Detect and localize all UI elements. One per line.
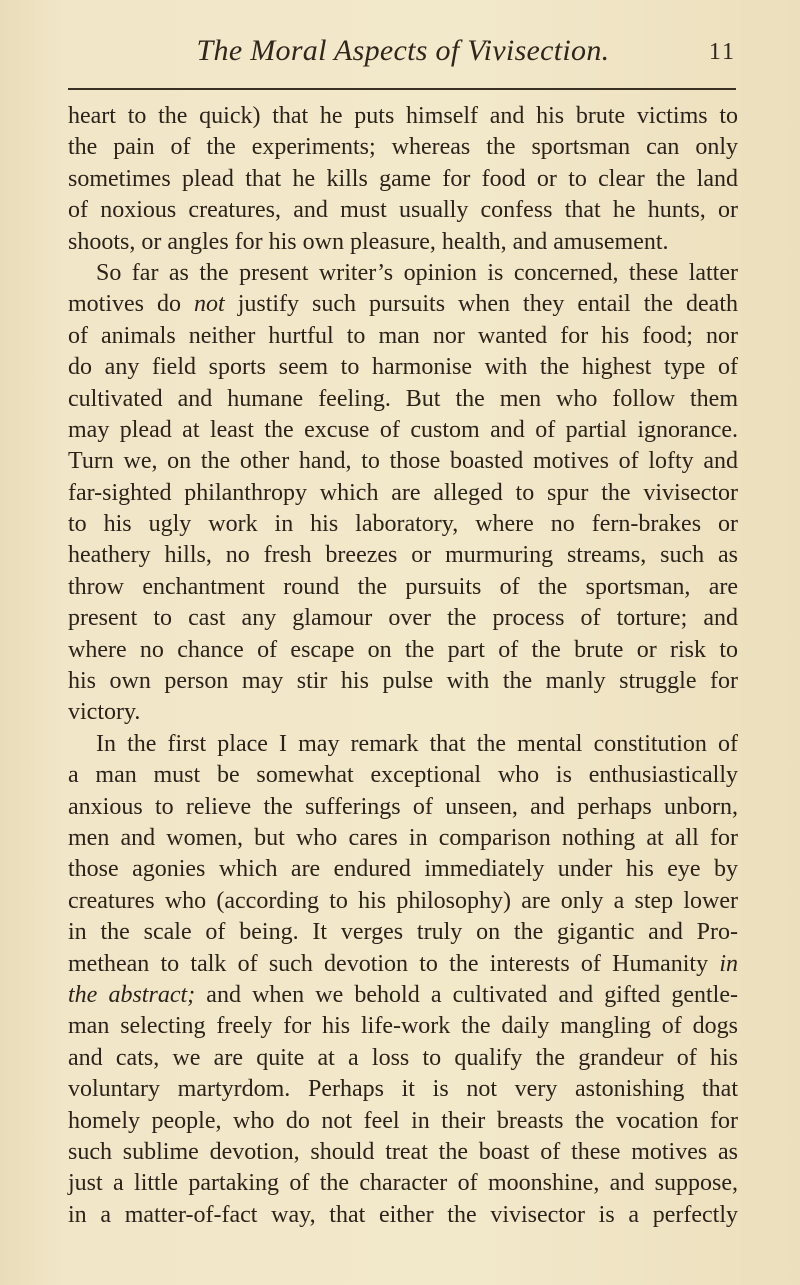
text-line: to his ugly work in his laboratory, where no fern-brakes or [68,511,738,538]
text-line: sometimes plead that he kills game for food or to clear the land [68,165,738,192]
text-line: of animals neither hurtful to man nor wanted for his food; nor [68,322,738,349]
text-line: homely people, who do not feel in their breasts the vocation for [68,1107,738,1134]
text-line: heathery hills, no fresh breezes or murmuring streams, such as [68,542,738,569]
text-line: in a matter-of-fact way, that either the vivisector is a perfectly [68,1201,738,1228]
text-line: such sublime devotion, should treat the boast of these motives as [68,1138,738,1165]
text-fragment: and when we behold a cultivated and gifted gentle- [195,981,738,1008]
text-line: shoots, or angles for his own pleasure, health, and amusement. [68,228,669,255]
header-rule [68,88,736,90]
italic-emphasis: not [194,291,225,318]
text-fragment: methean to talk of such devotion to the interests of Humanity [68,950,720,977]
text-line: men and women, but who cares in comparison nothing at all for [68,824,738,851]
text-line [68,980,738,1011]
text-line: throw enchantment round the pursuits of the sportsman, are [68,573,738,600]
text-line: in the scale of being. It verges truly on the gigantic and Pro- [68,919,738,946]
text-line: Turn we, on the other hand, to those boasted motives of lofty and [68,448,738,475]
text-line: far-sighted philanthropy which are alleged to spur the vivisector [68,479,738,506]
text-line [68,289,738,320]
text-line: may plead at least the excuse of custom and of partial ignorance. [68,416,738,443]
text-fragment: motives do [68,291,195,318]
body-text [68,101,738,1231]
text-line: victory. [68,699,141,726]
paragraph-start-line: So far as the present writer’s opinion is concerned, these latter [96,259,738,286]
text-line: present to cast any glamour over the process of torture; and [68,605,738,632]
text-line: voluntary martyrdom. Perhaps it is not very astonishing that [68,1076,738,1103]
paragraph-start-line: In the first place I may remark that the mental constitution of [96,730,738,757]
text-line: a man must be somewhat exceptional who is enthusiastically [68,762,738,789]
text-line: cultivated and humane feeling. But the men who follow them [68,385,738,412]
text-line: just a little partaking of the character of moonshine, and suppose, [68,1170,738,1197]
page-header [68,34,738,70]
italic-emphasis: the abstract; [68,981,196,1008]
running-title: The Moral Aspects of Vivisection. [196,34,610,67]
text-line: the pain of the experiments; whereas the sportsman can only [68,134,738,161]
text-line: where no chance of escape on the part of the brute or risk to [68,636,738,663]
text-line: anxious to relieve the sufferings of unseen, and perhaps unborn, [68,793,738,820]
text-line: those agonies which are endured immediately under his eye by [68,856,738,883]
text-line: do any field sports seem to harmonise with the highest type of [68,354,738,381]
text-line [68,949,738,980]
text-line: and cats, we are quite at a loss to qualify the grandeur of his [68,1044,738,1071]
text-line: man selecting freely for his life-work the daily mangling of dogs [68,1013,738,1040]
italic-emphasis: in [719,950,738,977]
page-number: 11 [708,39,736,65]
text-line: heart to the quick) that he puts himself and his brute victims to [68,103,738,129]
text-line: of noxious creatures, and must usually confess that he hunts, or [68,197,738,224]
text-line: creatures who (according to his philosophy) are only a step lower [68,887,738,914]
text-line: his own person may stir his pulse with the manly struggle for [68,668,738,695]
text-fragment: justify such pursuits when they entail the death [224,291,738,318]
